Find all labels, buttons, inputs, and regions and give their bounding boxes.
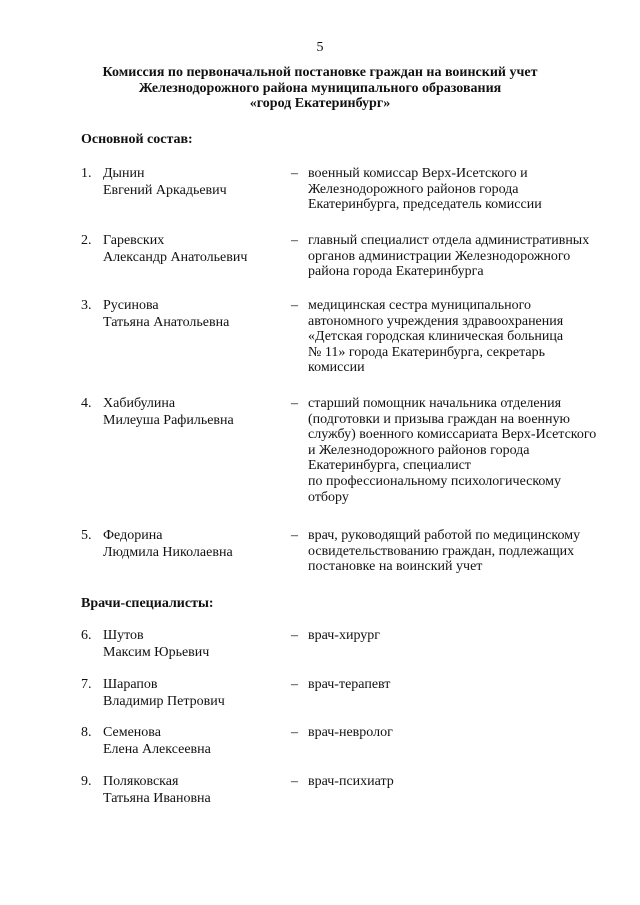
role-line: Екатеринбурга, председатель комиссии bbox=[308, 197, 542, 213]
doctor-name bbox=[103, 774, 211, 807]
member-surname: Федорина bbox=[103, 528, 163, 543]
role-line: медицинская сестра муниципального bbox=[308, 298, 532, 313]
role-line: Железнодорожного районов города bbox=[308, 181, 519, 197]
role-line: комиссии bbox=[308, 360, 365, 376]
member-surname: Гаревских bbox=[103, 233, 165, 248]
member-given-name: Милеуша Рафильевна bbox=[103, 412, 234, 428]
doctor-role bbox=[308, 774, 618, 790]
doctor-surname: Шарапов bbox=[103, 677, 158, 692]
role-line: врач-невролог bbox=[308, 725, 393, 740]
member-given-name: Татьяна Анатольевна bbox=[103, 314, 230, 330]
member-name bbox=[103, 528, 233, 561]
doctor-surname: Поляковская bbox=[103, 774, 179, 789]
doctor-role bbox=[308, 628, 618, 644]
role-line: старший помощник начальника отделения bbox=[308, 396, 562, 411]
dash-separator: – bbox=[291, 166, 298, 181]
role-line: Екатеринбурга, специалист bbox=[308, 458, 471, 474]
member-name bbox=[103, 166, 227, 199]
doctor-surname: Шутов bbox=[103, 628, 144, 643]
member-number: 1. bbox=[81, 166, 92, 181]
dash-separator: – bbox=[291, 233, 298, 248]
dash-separator: – bbox=[291, 628, 298, 643]
role-line: освидетельствованию граждан, подлежащих bbox=[308, 543, 575, 559]
member-given-name: Людмила Николаевна bbox=[103, 544, 233, 560]
role-line: врач, руководящий работой по медицинскому bbox=[308, 528, 581, 543]
member-surname: Хабибулина bbox=[103, 396, 176, 411]
member-name bbox=[103, 298, 229, 331]
role-line: «Детская городская клиническая больница bbox=[308, 329, 564, 345]
role-line: военный комиссар Верх-Исетского и bbox=[308, 166, 528, 181]
doctor-number: 8. bbox=[81, 725, 92, 740]
dash-separator: – bbox=[291, 677, 298, 692]
member-surname: Русинова bbox=[103, 298, 159, 313]
dash-separator: – bbox=[291, 774, 298, 789]
member-role bbox=[308, 396, 618, 505]
member-given-name: Александр Анатольевич bbox=[103, 249, 248, 265]
member-number: 4. bbox=[81, 396, 92, 411]
role-line: врач-психиатр bbox=[308, 774, 394, 789]
section-heading-main: Основной состав: bbox=[81, 132, 193, 147]
page-number: 5 bbox=[316, 40, 324, 55]
role-line: врач-хирург bbox=[308, 628, 381, 643]
doctor-given-name: Татьяна Ивановна bbox=[103, 790, 211, 806]
doctor-given-name: Елена Алексеевна bbox=[103, 741, 211, 757]
member-role bbox=[308, 166, 618, 213]
role-line: врач-терапевт bbox=[308, 677, 391, 692]
role-line: органов администрации Железнодорожного bbox=[308, 248, 571, 264]
section-heading-doctors: Врачи-специалисты: bbox=[81, 596, 214, 611]
doctor-number: 9. bbox=[81, 774, 92, 789]
member-number: 2. bbox=[81, 233, 92, 248]
role-line: отбору bbox=[308, 489, 349, 505]
member-given-name: Евгений Аркадьевич bbox=[103, 182, 227, 198]
role-line: автономного учреждения здравоохранения bbox=[308, 313, 564, 329]
doctor-name bbox=[103, 628, 209, 661]
document-title bbox=[0, 65, 640, 112]
doctor-role bbox=[308, 725, 618, 741]
member-role bbox=[308, 233, 618, 280]
role-line: и Железнодорожного районов города bbox=[308, 442, 530, 458]
title-line-1: Комиссия по первоначальной постановке граждан на воинский учет bbox=[102, 65, 538, 80]
role-line: № 11» города Екатеринбурга, секретарь bbox=[308, 344, 546, 360]
title-line-3: «город Екатеринбург» bbox=[249, 96, 391, 111]
dash-separator: – bbox=[291, 298, 298, 313]
member-role bbox=[308, 298, 618, 376]
doctor-given-name: Владимир Петрович bbox=[103, 693, 225, 709]
doctor-role bbox=[308, 677, 618, 693]
role-line: (подготовки и призыва граждан на военную bbox=[308, 411, 570, 427]
member-number: 3. bbox=[81, 298, 92, 313]
member-name bbox=[103, 396, 234, 429]
doctor-number: 6. bbox=[81, 628, 92, 643]
dash-separator: – bbox=[291, 528, 298, 543]
role-line: главный специалист отдела административных bbox=[308, 233, 590, 248]
dash-separator: – bbox=[291, 725, 298, 740]
role-line: района города Екатеринбурга bbox=[308, 264, 484, 280]
member-name bbox=[103, 233, 247, 266]
role-line: по профессиональному психологическому bbox=[308, 473, 562, 489]
doctor-surname: Семенова bbox=[103, 725, 161, 740]
dash-separator: – bbox=[291, 396, 298, 411]
doctor-number: 7. bbox=[81, 677, 92, 692]
member-surname: Дынин bbox=[103, 166, 145, 181]
member-number: 5. bbox=[81, 528, 92, 543]
role-line: постановке на воинский учет bbox=[308, 559, 483, 575]
member-role bbox=[308, 528, 618, 575]
doctor-given-name: Максим Юрьевич bbox=[103, 644, 210, 660]
role-line: службу) военного комиссариата Верх-Исетского bbox=[308, 427, 597, 443]
doctor-name bbox=[103, 677, 225, 710]
doctor-name bbox=[103, 725, 211, 758]
title-line-2: Железнодорожного района муниципального образования bbox=[138, 80, 502, 96]
